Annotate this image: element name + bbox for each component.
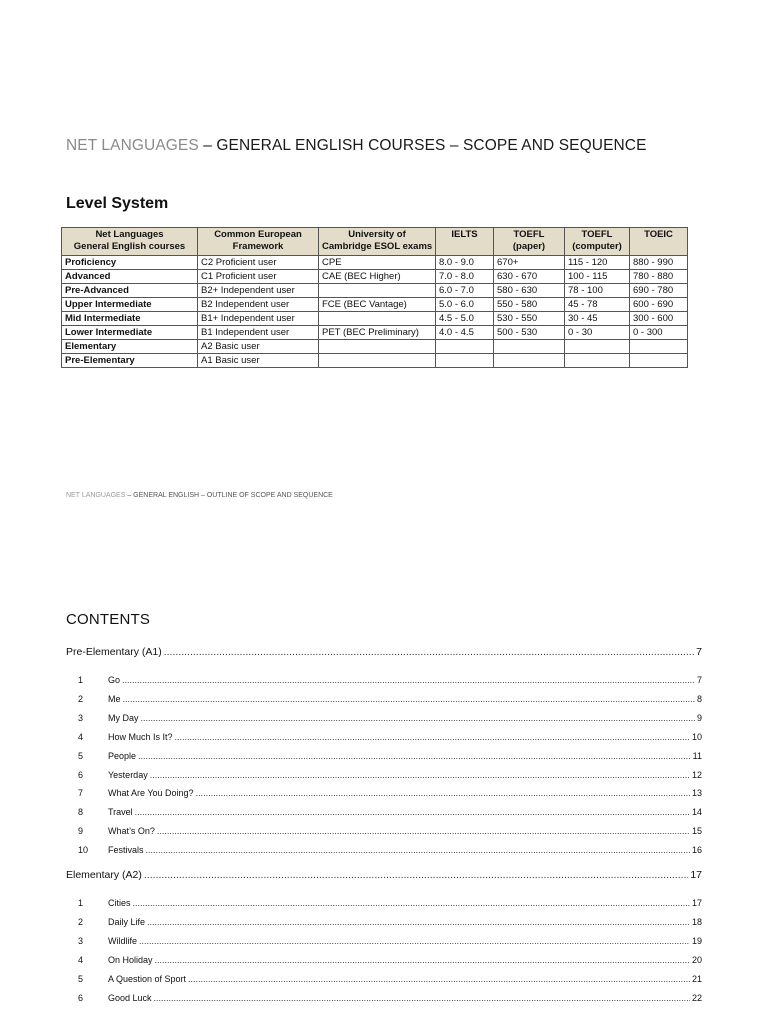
toc-leader xyxy=(147,917,690,927)
table-cell: PET (BEC Preliminary) xyxy=(319,326,436,340)
table-row xyxy=(62,270,688,284)
level-name-cell: Elementary xyxy=(62,340,198,354)
toc-item[interactable] xyxy=(78,751,702,761)
toc-section-title: Elementary (A2) xyxy=(66,869,142,881)
column-header-toefl-paper: TOEFL (paper) xyxy=(494,228,565,256)
toc-page-number: 11 xyxy=(692,750,702,761)
table-cell xyxy=(494,340,565,354)
toc-item[interactable] xyxy=(78,788,702,798)
toc-item[interactable] xyxy=(78,694,702,704)
level-name-cell: Mid Intermediate xyxy=(62,312,198,326)
table-cell xyxy=(319,340,436,354)
toc-item[interactable] xyxy=(78,826,702,836)
column-header-cef: Common European Framework xyxy=(198,228,319,256)
table-cell xyxy=(494,354,565,368)
table-cell: 6.0 - 7.0 xyxy=(436,284,494,298)
table-cell xyxy=(319,284,436,298)
table-row xyxy=(62,354,688,368)
toc-item-number: 6 xyxy=(78,992,84,1003)
table-cell: 690 - 780 xyxy=(630,284,688,298)
toc-item-number: 5 xyxy=(78,973,84,984)
toc-page-number: 21 xyxy=(691,973,702,984)
toc-page-number: 19 xyxy=(691,935,702,946)
table-cell: FCE (BEC Vantage) xyxy=(319,298,436,312)
table-cell: 115 - 120 xyxy=(565,256,630,270)
table-cell: A2 Basic user xyxy=(198,340,319,354)
toc-item[interactable] xyxy=(78,917,702,927)
table-cell: 500 - 530 xyxy=(494,326,565,340)
toc-item-label: Me xyxy=(108,693,121,704)
table-cell: 7.0 - 8.0 xyxy=(436,270,494,284)
toc-item[interactable] xyxy=(78,974,702,984)
toc-page-number: 10 xyxy=(691,731,702,742)
table-cell xyxy=(319,312,436,326)
table-cell xyxy=(630,340,688,354)
table-cell xyxy=(565,354,630,368)
table-cell: CPE xyxy=(319,256,436,270)
table-cell: 30 - 45 xyxy=(565,312,630,326)
outline-rest: – GENERAL ENGLISH – OUTLINE OF SCOPE AND SEQUENCE xyxy=(125,492,333,499)
toc-item-number: 10 xyxy=(78,845,89,856)
table-cell: 0 - 300 xyxy=(630,326,688,340)
toc-leader xyxy=(154,993,690,1003)
toc-item-label: Travel xyxy=(108,807,133,818)
toc-page-number: 8 xyxy=(696,693,702,704)
table-row xyxy=(62,298,688,312)
toc-leader xyxy=(146,845,690,855)
table-cell xyxy=(436,340,494,354)
toc-item[interactable] xyxy=(78,770,702,780)
table-cell: 78 - 100 xyxy=(565,284,630,298)
toc-item-number: 1 xyxy=(78,675,84,685)
table-cell xyxy=(319,354,436,368)
level-name-cell: Pre-Advanced xyxy=(62,284,198,298)
toc-item[interactable] xyxy=(78,713,702,723)
toc-leader xyxy=(123,694,695,704)
table-cell: 780 - 880 xyxy=(630,270,688,284)
table-cell: B2 Independent user xyxy=(198,298,319,312)
toc-item-number: 4 xyxy=(78,954,84,965)
toc-leader xyxy=(188,974,690,984)
table-cell: B1 Independent user xyxy=(198,326,319,340)
toc-section[interactable] xyxy=(66,869,702,881)
toc-item-label: Wildlife xyxy=(108,935,138,946)
toc-item-number: 3 xyxy=(78,712,84,723)
table-cell xyxy=(436,354,494,368)
toc-item-label: People xyxy=(108,750,137,761)
toc-item-number: 2 xyxy=(78,916,84,927)
toc-item[interactable] xyxy=(78,955,702,965)
toc-item[interactable] xyxy=(78,807,702,817)
toc-item-number: 3 xyxy=(78,935,84,946)
table-cell: A1 Basic user xyxy=(198,354,319,368)
level-system-heading: Level System xyxy=(66,195,169,212)
title-rest: – GENERAL ENGLISH COURSES – SCOPE AND SEQUENCE xyxy=(198,137,647,154)
toc-section-title: Pre-Elementary (A1) xyxy=(66,646,162,658)
toc-leader xyxy=(133,898,690,908)
toc-page-number: 12 xyxy=(691,769,702,780)
table-cell: B1+ Independent user xyxy=(198,312,319,326)
outline-brand: NET LANGUAGES xyxy=(66,492,126,499)
contents-heading: CONTENTS xyxy=(66,611,151,628)
toc-page-number: 9 xyxy=(696,712,702,723)
toc-leader xyxy=(164,646,694,658)
toc-leader xyxy=(150,770,690,780)
level-name-cell: Pre-Elementary xyxy=(62,354,198,368)
column-header-cambridge: University of Cambridge ESOL exams xyxy=(319,228,436,256)
toc-item-label: What’s On? xyxy=(108,826,155,837)
table-cell: C1 Proficient user xyxy=(198,270,319,284)
toc-item-label: Yesterday xyxy=(108,769,148,780)
level-system-table xyxy=(61,227,688,368)
toc-page-number: 16 xyxy=(691,845,702,856)
toc-item-label: Cities xyxy=(108,898,131,908)
toc-leader xyxy=(139,936,690,946)
table-cell: C2 Proficient user xyxy=(198,256,319,270)
column-header-net-languages: Net Languages General English courses xyxy=(62,228,198,256)
toc-leader xyxy=(141,713,695,723)
toc-page-number: 14 xyxy=(691,807,702,818)
toc-leader xyxy=(138,751,691,761)
toc-item-number: 1 xyxy=(78,898,84,908)
toc-leader xyxy=(144,869,688,881)
table-cell: 300 - 600 xyxy=(630,312,688,326)
toc-leader xyxy=(157,826,690,836)
column-header-toeic: TOEIC xyxy=(630,228,688,256)
table-cell: 600 - 690 xyxy=(630,298,688,312)
table-cell: 8.0 - 9.0 xyxy=(436,256,494,270)
toc-page-number: 15 xyxy=(691,826,702,837)
toc-item-label: What Are You Doing? xyxy=(108,788,194,799)
table-cell: 45 - 78 xyxy=(565,298,630,312)
table-cell: 580 - 630 xyxy=(494,284,565,298)
toc-item-label: On Holiday xyxy=(108,954,153,965)
column-header-toefl-computer: TOEFL (computer) xyxy=(565,228,630,256)
toc-item-number: 8 xyxy=(78,807,84,818)
level-name-cell: Advanced xyxy=(62,270,198,284)
table-row xyxy=(62,326,688,340)
toc-item-label: My Day xyxy=(108,712,139,723)
table-cell xyxy=(565,340,630,354)
toc-item[interactable] xyxy=(78,732,702,742)
table-cell xyxy=(630,354,688,368)
toc-item-number: 4 xyxy=(78,731,84,742)
table-row xyxy=(62,284,688,298)
toc-page-number: 7 xyxy=(696,675,702,685)
table-cell: CAE (BEC Higher) xyxy=(319,270,436,284)
toc-item-number: 9 xyxy=(78,826,84,837)
table-row xyxy=(62,340,688,354)
table-cell: 100 - 115 xyxy=(565,270,630,284)
toc-item-label: Festivals xyxy=(108,845,144,856)
toc-page-number: 13 xyxy=(691,788,702,799)
toc-leader xyxy=(155,955,690,965)
table-header-row xyxy=(62,228,688,256)
table-cell: 550 - 580 xyxy=(494,298,565,312)
toc-page-number: 22 xyxy=(691,992,702,1003)
title-brand: NET LANGUAGES xyxy=(66,137,199,154)
toc-item-label: Go xyxy=(108,675,121,685)
table-row xyxy=(62,312,688,326)
table-cell: 630 - 670 xyxy=(494,270,565,284)
table-cell: 5.0 - 6.0 xyxy=(436,298,494,312)
toc-page-number: 17 xyxy=(690,869,702,881)
toc-page-number: 20 xyxy=(691,954,702,965)
toc-leader xyxy=(122,675,695,685)
table-row xyxy=(62,256,688,270)
toc-item-number: 2 xyxy=(78,693,84,704)
table-cell: 880 - 990 xyxy=(630,256,688,270)
toc-item[interactable] xyxy=(78,675,702,685)
toc-section[interactable] xyxy=(66,646,702,658)
toc-item[interactable] xyxy=(78,898,702,908)
table-cell: 0 - 30 xyxy=(565,326,630,340)
table-cell: 4.0 - 4.5 xyxy=(436,326,494,340)
level-name-cell: Lower Intermediate xyxy=(62,326,198,340)
table-cell: B2+ Independent user xyxy=(198,284,319,298)
toc-leader xyxy=(175,732,690,742)
toc-page-number: 7 xyxy=(696,646,702,658)
toc-page-number: 17 xyxy=(691,898,702,908)
toc-item-number: 7 xyxy=(78,788,84,799)
page-title xyxy=(66,137,647,155)
toc-item-label: Good Luck xyxy=(108,992,152,1003)
toc-item-number: 6 xyxy=(78,769,84,780)
toc-leader xyxy=(135,807,690,817)
toc-item[interactable] xyxy=(78,845,702,855)
level-name-cell: Proficiency xyxy=(62,256,198,270)
toc-item[interactable] xyxy=(78,936,702,946)
toc-item-label: How Much Is It? xyxy=(108,731,173,742)
toc-item-label: A Question of Sport xyxy=(108,973,187,984)
toc-item[interactable] xyxy=(78,993,702,1003)
column-header-ielts: IELTS xyxy=(436,228,494,256)
toc-leader xyxy=(196,788,690,798)
table-cell: 530 - 550 xyxy=(494,312,565,326)
table-cell: 4.5 - 5.0 xyxy=(436,312,494,326)
outline-header xyxy=(66,492,333,499)
table-cell: 670+ xyxy=(494,256,565,270)
toc-item-number: 5 xyxy=(78,750,84,761)
toc-item-label: Daily Life xyxy=(108,916,146,927)
level-name-cell: Upper Intermediate xyxy=(62,298,198,312)
toc-page-number: 18 xyxy=(691,916,702,927)
